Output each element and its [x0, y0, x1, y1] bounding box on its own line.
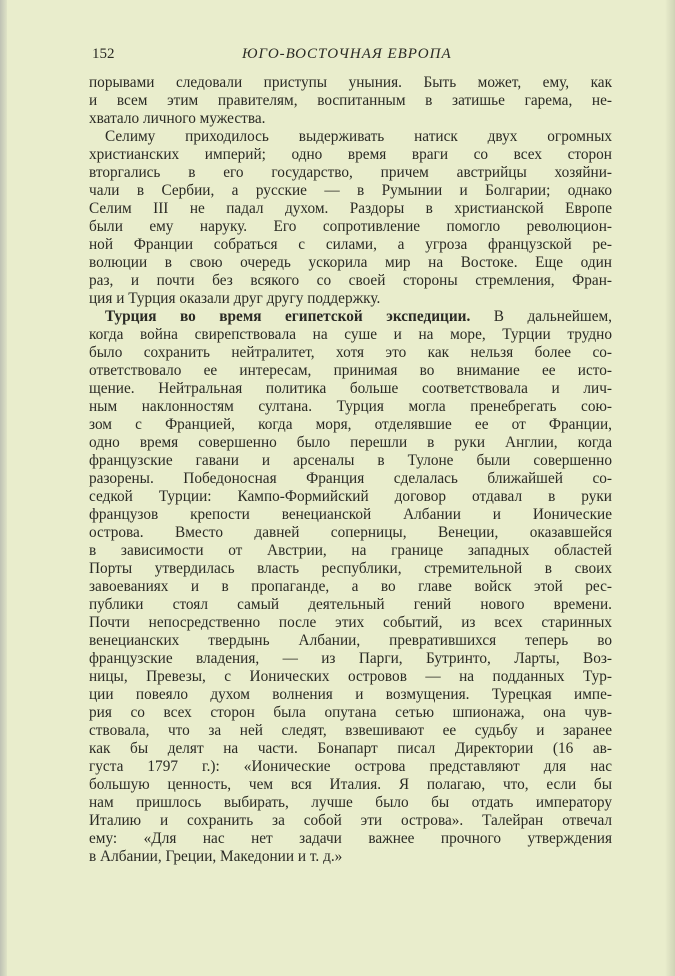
line-text: порывами следовали приступы уныния. Быть может, ему, как	[89, 74, 612, 91]
text-line	[89, 92, 612, 110]
text-line	[89, 380, 612, 398]
line-text: ции повеяло духом волнения и возмущения. Турецкая импе-	[89, 686, 612, 703]
line-text: острова. Вместо давней соперницы, Венеции, оказавшейся	[89, 524, 612, 541]
line-text: щение. Нейтральная политика больше соответствовала и лич-	[89, 380, 612, 397]
line-text: зом с Францией, когда моря, отделявшие ее от Франции,	[89, 416, 612, 433]
line-text: христианских империй; одно время враги со всех сторон	[89, 146, 612, 163]
line-text: ция и Турция оказали друг другу поддержку.	[89, 290, 381, 307]
text-line	[89, 416, 612, 434]
line-text: Почти непосредственно после этих событий, из всех старинных	[89, 614, 612, 631]
text-line	[89, 254, 612, 272]
line-text: ной Франции собраться с силами, а угроза французской ре-	[89, 236, 612, 253]
line-text: раз, и почти без всякого со своей стороны стремления, Фран-	[89, 272, 612, 289]
text-line	[89, 812, 612, 830]
line-text: В дальнейшем,	[470, 308, 613, 325]
text-line	[89, 362, 612, 380]
text-line	[89, 596, 612, 614]
line-text: ницы, Превезы, с Ионических островов — на подданных Тур-	[89, 668, 612, 685]
line-text: Италию и сохранить за собой эти острова». Талейран отвечал	[89, 812, 612, 829]
line-text: были ему наруку. Его сопротивление помогло революцион-	[89, 218, 612, 235]
text-line	[89, 452, 612, 470]
text-line	[89, 542, 612, 560]
text-line	[89, 740, 612, 758]
line-text: нам пришлось выбирать, лучше было бы отдать императору	[89, 794, 612, 811]
line-text: Селиму приходилось выдерживать натиск двух огромных	[105, 128, 612, 145]
line-text: одно время совершенно было перешли в руки Англии, когда	[89, 434, 612, 451]
page-header	[92, 46, 612, 66]
text-line	[89, 488, 612, 506]
line-text: волюции в свою очередь ускорила мир на Востоке. Еще один	[89, 254, 612, 271]
text-line	[89, 146, 612, 164]
line-text: разорены. Победоносная Франция сделалась ближайшей со-	[89, 470, 612, 487]
text-line	[89, 164, 612, 182]
line-text: завоеваниях и в пропаганде, а во главе войск этой рес-	[89, 578, 612, 595]
page-edge-left	[0, 0, 7, 976]
text-line	[89, 506, 612, 524]
text-line	[89, 326, 612, 344]
text-line	[89, 668, 612, 686]
line-text: было сохранить нейтралитет, хотя это как нельзя более со-	[89, 344, 612, 361]
text-line	[89, 614, 612, 632]
line-text: рия со всех сторон была опутана сетью шпионажа, она чув-	[89, 704, 612, 721]
line-text: в Албании, Греции, Македонии и т. д.»	[89, 848, 343, 865]
text-line	[89, 848, 612, 866]
line-text: когда война свирепствовала на суше и на море, Турции трудно	[89, 326, 612, 343]
text-line	[89, 830, 612, 848]
text-line	[89, 686, 612, 704]
line-text: ответствовало ее интересам, принимая во внимание ее исто-	[89, 362, 612, 379]
text-line	[89, 470, 612, 488]
text-line	[89, 434, 612, 452]
text-line	[89, 128, 612, 146]
text-line	[89, 182, 612, 200]
text-line	[89, 776, 612, 794]
text-line	[89, 524, 612, 542]
line-text: французов крепости венецианской Албании и Ионические	[89, 506, 612, 523]
page-number: 152	[92, 46, 115, 62]
line-text: в зависимости от Австрии, на границе западных областей	[89, 542, 612, 559]
line-text: венецианских твердынь Албании, превратившихся теперь во	[89, 632, 612, 649]
line-text: Селим III не падал духом. Раздоры в христианской Европе	[89, 200, 612, 217]
text-line	[89, 560, 612, 578]
text-line	[89, 272, 612, 290]
line-text: вторгались в его государство, причем австрийцы хозяйни-	[89, 164, 612, 181]
line-text: хватало личного мужества.	[89, 110, 266, 127]
line-text: французские владения, — из Парги, Бутринто, Ларты, Воз-	[89, 650, 612, 667]
text-line	[89, 704, 612, 722]
line-text: публики стоял самый деятельный гений нового времени.	[89, 596, 612, 613]
text-line	[89, 290, 612, 308]
section-heading: Турция во время египетской экспедиции.	[105, 308, 471, 325]
text-line	[89, 74, 612, 92]
text-line	[89, 344, 612, 362]
line-text: ствовала, что за ней следят, взвешивают ее судьбу и заранее	[89, 722, 612, 739]
text-line	[89, 650, 612, 668]
text-line	[89, 722, 612, 740]
line-text: французские гавани и арсеналы в Тулоне были совершенно	[89, 452, 612, 469]
line-text: ему: «Для нас нет задачи важнее прочного утверждения	[89, 830, 612, 847]
line-text: чали в Сербии, а русские — в Румынии и Болгарии; однако	[89, 182, 612, 199]
text-line	[89, 236, 612, 254]
line-text: большую ценность, чем вся Италия. Я полагаю, что, если бы	[89, 776, 612, 793]
body-text	[89, 74, 612, 866]
text-line	[89, 200, 612, 218]
line-text: и всем этим правителям, воспитанным в затишье гарема, не-	[89, 92, 612, 109]
text-line	[89, 578, 612, 596]
text-line	[89, 632, 612, 650]
text-line	[89, 308, 612, 326]
running-title: ЮГО-ВОСТОЧНАЯ ЕВРОПА	[242, 46, 452, 62]
line-text: как бы делят на части. Бонапарт писал Директории (16 ав-	[89, 740, 612, 757]
text-line	[89, 110, 612, 128]
page-edge-right	[665, 0, 675, 976]
line-text: ным наклонностям султана. Турция могла пренебрегать сою-	[89, 398, 612, 415]
line-text: густа 1797 г.): «Ионические острова представляют для нас	[89, 758, 612, 775]
line-text: Порты утвердилась власть республики, стремительной в своих	[89, 560, 612, 577]
text-line	[89, 758, 612, 776]
text-line	[89, 794, 612, 812]
text-line	[89, 218, 612, 236]
text-line	[89, 398, 612, 416]
line-text: седкой Турции: Кампо-Формийский договор отдавал в руки	[89, 488, 612, 505]
